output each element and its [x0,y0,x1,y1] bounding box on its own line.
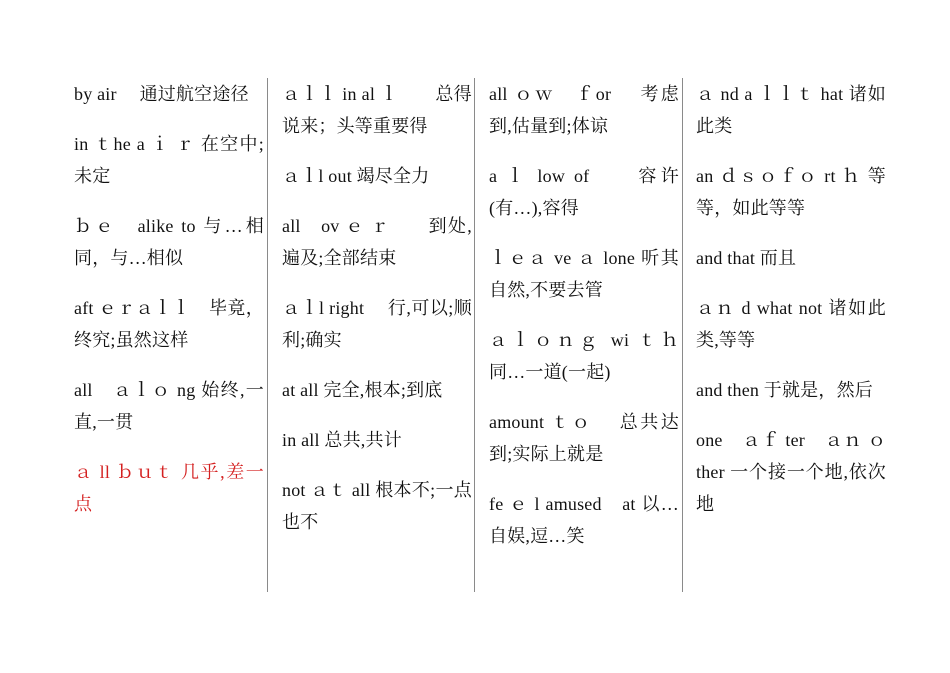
phrase-entry: in ｔhe a ｉ ｒ 在空中;未定 [74,134,264,186]
phrase-entry: not ａｔ all 根本不;一点也不 [282,480,472,532]
column-2 [282,78,472,590]
column-divider [682,78,683,592]
phrase-entry: ｂｅ alike to 与…相同，与…相似 [74,216,264,268]
phrase-entry: ａｌl out 竭尽全力 [282,166,430,186]
phrase-entry: amount ｔｏ 总共达到;实际上就是 [489,412,679,464]
column-divider [267,78,268,592]
phrase-entry: at all 完全,根本;到底 [282,380,443,400]
phrase-entry: all ａｌｏ ng 始终,一直,一贯 [74,380,264,432]
phrase-entry: in all 总共,共计 [282,430,402,450]
phrase-entry: a ｌ low of 容许(有…),容得 [489,166,679,218]
phrase-entry: an ｄｓｏｆｏ rt ｈ 等等，如此等等 [696,166,886,218]
phrase-entry: all ov ｅ ｒ 到处,遍及;全部结束 [282,216,472,268]
phrase-entry: by air 通过航空途径 [74,84,249,104]
phrase-entry: and then 于就是，然后 [696,380,873,400]
column-1 [74,78,264,590]
column-4 [696,78,886,590]
phrase-entry: aft ｅｒａｌｌ 毕竟，终究;虽然这样 [74,298,264,350]
phrase-entry: all ｏｗ ｆor 考虑到,估量到;体谅 [489,84,679,136]
document-page [66,78,886,592]
phrase-entry: fe ｅ l amused at 以…自娱,逗…笑 [489,494,679,546]
phrase-entry: ｌｅａ ve ａ lone 听其自然,不要去管 [489,248,679,300]
column-3 [489,78,679,590]
column-divider [474,78,475,592]
phrase-entry-highlighted: ａ ll ｂｕｔ 几乎,差一点 [74,462,264,514]
phrase-entry: ａ nd a ｌｌｔ hat 诸如此类 [696,84,886,136]
phrase-entry: ａｌｏｎｇ wi ｔｈ 同…一道(一起) [489,330,679,382]
phrase-entry: ａｌｌ in al ｌ 总得说来；头等重要得 [282,84,472,136]
phrase-entry: one ａｆ ter ａｎ ｏ ther 一个接一个地,依次地 [696,430,886,514]
phrase-entry: ａｎ d what not 诸如此类,等等 [696,298,886,350]
phrase-entry: ａｌl right 行,可以;顺利;确实 [282,298,472,350]
phrase-entry: and that 而且 [696,248,797,268]
